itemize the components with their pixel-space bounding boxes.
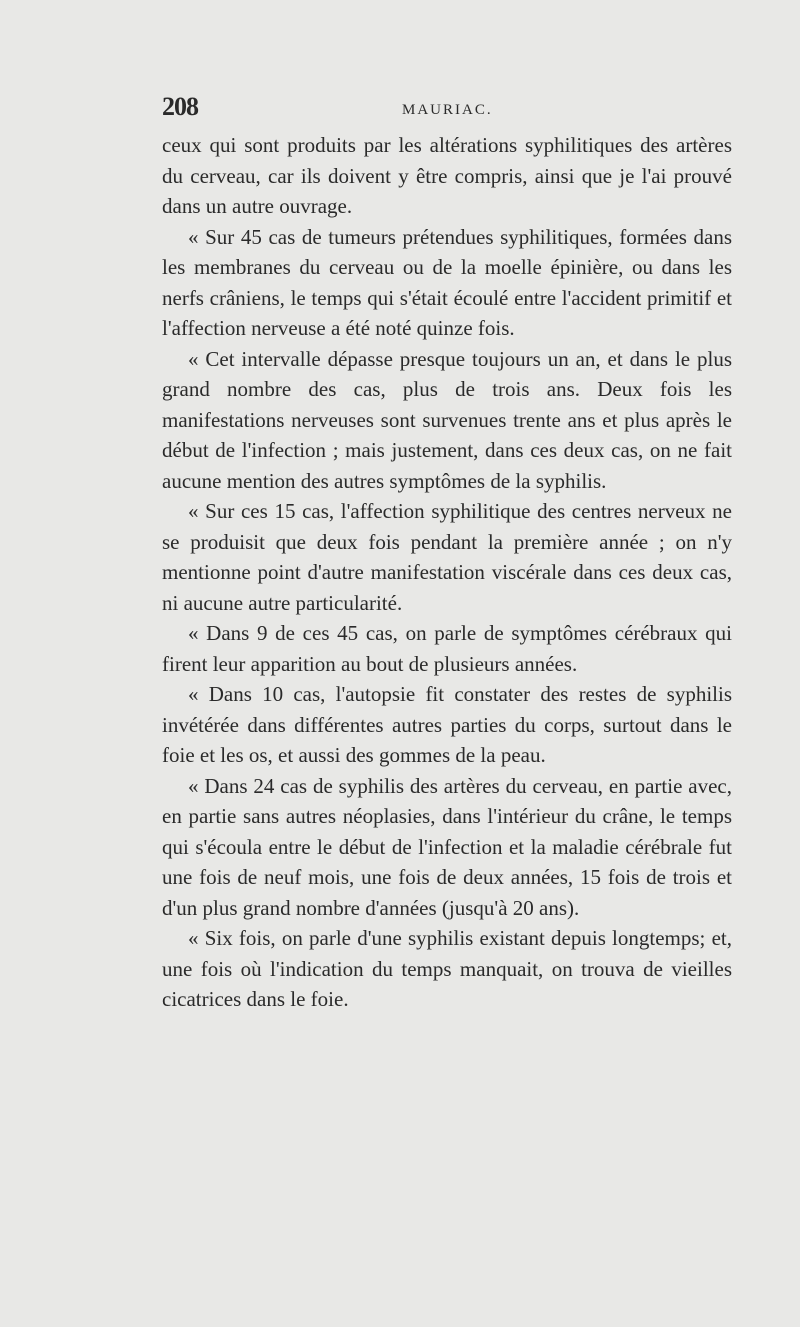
paragraph: « Dans 9 de ces 45 cas, on parle de symptômes cérébraux qui firent leur apparition au bout de plusieurs années. xyxy=(162,621,732,676)
page-header xyxy=(162,92,732,126)
paragraph: « Cet intervalle dépasse presque toujours un an, et dans le plus grand nombre des cas, plus de trois ans. Deux fois les manifestations nerveuses sont survenues trente ans et plus après le début de l'infection ; mais justement, dans ces deux cas, on ne fait aucune mention des autres symptômes de la syphilis. xyxy=(162,346,732,493)
paragraph: « Sur 45 cas de tumeurs prétendues syphilitiques, formées dans les membranes du cerveau ou de la moelle épinière, ou dans les nerfs crâniens, le temps qui s'était écoulé entre l'accident primitif et l'affection nerveuse a été noté quinze fois. xyxy=(162,224,732,340)
running-head: MAURIAC. xyxy=(402,102,493,118)
paragraph: ceux qui sont produits par les altérations syphilitiques des artères du cerveau, car ils doivent y être compris, ainsi que je l'ai prouvé dans un autre ouvrage. xyxy=(162,133,732,218)
paragraph: « Sur ces 15 cas, l'affection syphilitique des centres nerveux ne se produisit que deux fois pendant la première année ; on n'y mentionne point d'autre manifestation viscérale dans ces deux cas, ni aucune autre particularité. xyxy=(162,499,732,615)
paragraph: « Six fois, on parle d'une syphilis existant depuis longtemps; et, une fois où l'indication du temps manquait, on trouva de vieilles cicatrices dans le foie. xyxy=(162,926,732,1011)
page-number: 208 xyxy=(162,92,198,121)
paragraph: « Dans 10 cas, l'autopsie fit constater des restes de syphilis invétérée dans différentes autres parties du corps, surtout dans le foie et les os, et aussi des gommes de la peau. xyxy=(162,682,732,767)
paragraph: « Dans 24 cas de syphilis des artères du cerveau, en partie avec, en partie sans autres néoplasies, dans l'intérieur du crâne, le temps qui s'écoula entre le début de l'infection et la maladie cérébrale fut une fois de neuf mois, une fois de deux années, 15 fois de trois et d'un plus grand nombre d'années (jusqu'à 20 ans). xyxy=(162,773,732,920)
body-text xyxy=(162,130,732,1015)
